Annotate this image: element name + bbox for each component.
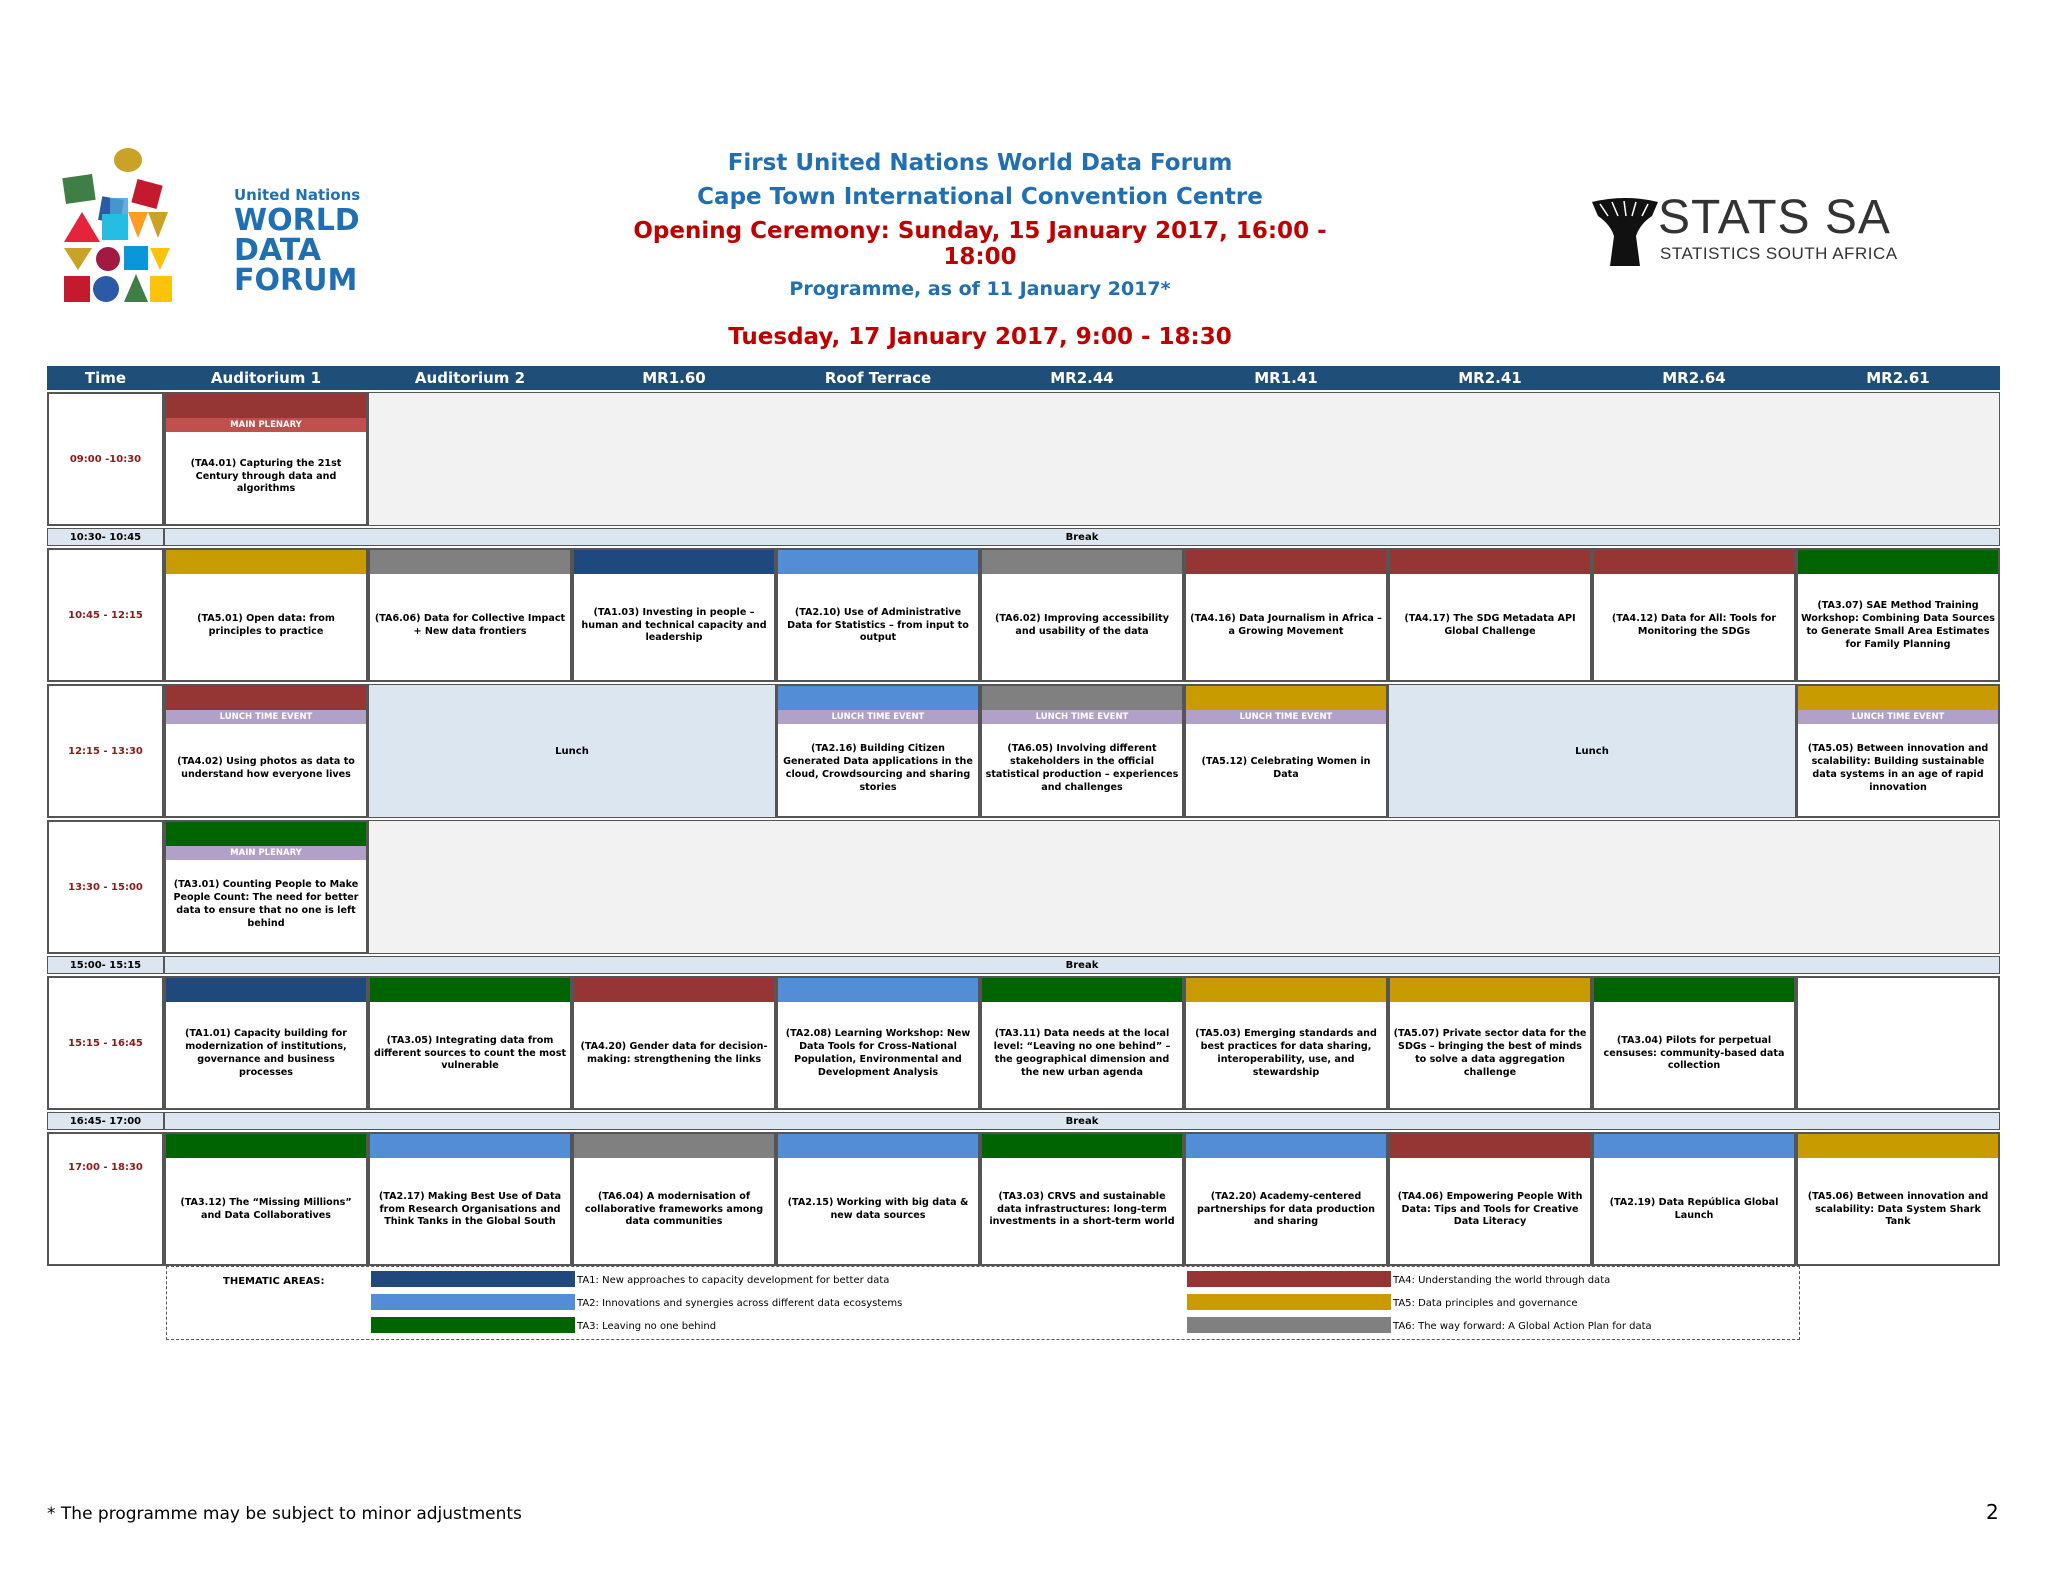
time-slot-cell: 12:15 - 13:30 xyxy=(47,684,164,818)
legend-label-ta3: TA3: Leaving no one behind xyxy=(577,1321,717,1332)
world-data-forum-logo xyxy=(62,146,362,306)
page-number: 2 xyxy=(1986,1500,1999,1524)
logo-un-text: United Nations xyxy=(234,186,361,204)
venue-title: Cape Town International Convention Centre xyxy=(697,184,1263,210)
session-cell[interactable] xyxy=(164,820,368,954)
legend-swatch-ta1 xyxy=(371,1271,575,1287)
session-cell[interactable] xyxy=(164,548,368,682)
session-type-tag: LUNCH TIME EVENT xyxy=(778,710,978,724)
break-time-cell: 10:30- 10:45 xyxy=(47,528,164,546)
logo-world-text: WORLD xyxy=(234,203,360,238)
thematic-color-bar xyxy=(1186,1134,1386,1158)
column-header: MR2.41 xyxy=(1388,366,1592,390)
session-title: (TA4.06) Empowering People With Data: Tips and Tools for Creative Data Literacy xyxy=(1397,1190,1583,1228)
session-title: (TA5.12) Celebrating Women in Data xyxy=(1201,756,1371,780)
session-title: (TA3.03) CRVS and sustainable data infrastructures: long-term investments in a short-term world xyxy=(989,1190,1175,1228)
session-title: (TA2.20) Academy-centered partnerships for data production and sharing xyxy=(1197,1190,1375,1228)
stats-sa-name: STATS SA xyxy=(1658,191,1891,244)
session-type-tag: LUNCH TIME EVENT xyxy=(1798,710,1998,724)
session-cell[interactable] xyxy=(572,976,776,1110)
thematic-color-bar xyxy=(166,394,366,418)
legend-label-ta4: TA4: Understanding the world through data xyxy=(1393,1275,1611,1286)
day-title: Tuesday, 17 January 2017, 9:00 - 18:30 xyxy=(728,324,1232,350)
thematic-color-bar xyxy=(166,822,366,846)
session-cell[interactable] xyxy=(368,548,572,682)
lunch-block: Lunch xyxy=(368,684,776,818)
legend-swatch-ta4 xyxy=(1187,1271,1391,1287)
thematic-color-bar xyxy=(778,686,978,710)
session-cell[interactable] xyxy=(980,684,1184,818)
session-title: (TA5.01) Open data: from principles to practice xyxy=(197,613,335,637)
session-cell[interactable] xyxy=(1184,684,1388,818)
session-title: (TA2.15) Working with big data & new data sources xyxy=(787,1197,969,1221)
session-title: (TA3.01) Counting People to Make People Count: The need for better data to ensure that no one is left behind xyxy=(173,879,359,929)
break-time-cell: 15:00- 15:15 xyxy=(47,956,164,974)
session-cell[interactable] xyxy=(164,976,368,1110)
empty-slot xyxy=(368,820,2000,954)
session-cell[interactable] xyxy=(1184,1132,1388,1266)
thematic-color-bar xyxy=(1798,550,1998,574)
session-cell[interactable] xyxy=(1796,684,2000,818)
time-slot-cell: 09:00 -10:30 xyxy=(47,392,164,526)
thematic-color-bar xyxy=(166,550,366,574)
column-header: MR2.64 xyxy=(1592,366,1796,390)
session-cell[interactable] xyxy=(1388,1132,1592,1266)
footnote: * The programme may be subject to minor adjustments xyxy=(47,1504,522,1524)
session-title: (TA4.16) Data Journalism in Africa – a Growing Movement xyxy=(1190,613,1382,637)
break-row: Break xyxy=(164,528,2000,546)
session-title: (TA3.12) The “Missing Millions” and Data Collaboratives xyxy=(180,1197,352,1221)
column-header: Auditorium 2 xyxy=(368,366,572,390)
opening-ceremony-title: Opening Ceremony: Sunday, 15 January 2017, 16:00 - 18:00 xyxy=(633,218,1327,270)
thematic-color-bar xyxy=(778,978,978,1002)
forum-title: First United Nations World Data Forum xyxy=(727,150,1233,176)
session-cell[interactable] xyxy=(980,976,1184,1110)
thematic-color-bar xyxy=(166,978,366,1002)
column-header: MR1.60 xyxy=(572,366,776,390)
thematic-color-bar xyxy=(166,1134,366,1158)
column-header: Roof Terrace xyxy=(776,366,980,390)
programme-date: Programme, as of 11 January 2017* xyxy=(789,278,1171,300)
thematic-color-bar xyxy=(982,978,1182,1002)
stats-sa-logo xyxy=(1590,191,1920,274)
session-title: (TA2.16) Building Citizen Generated Data applications in the cloud, Crowdsourcing and sharing stories xyxy=(783,743,973,793)
time-slot-cell: 10:45 - 12:15 xyxy=(47,548,164,682)
session-type-tag: MAIN PLENARY xyxy=(166,846,366,860)
session-cell[interactable] xyxy=(1184,548,1388,682)
session-cell[interactable] xyxy=(164,684,368,818)
session-title: (TA6.04) A modernisation of collaborative frameworks among data communities xyxy=(584,1190,764,1228)
thematic-color-bar xyxy=(1186,550,1386,574)
column-header: Time xyxy=(47,366,164,390)
session-cell[interactable] xyxy=(776,548,980,682)
session-cell[interactable] xyxy=(164,392,368,526)
column-header: Auditorium 1 xyxy=(164,366,368,390)
thematic-color-bar xyxy=(370,1134,570,1158)
thematic-color-bar xyxy=(574,978,774,1002)
session-cell[interactable] xyxy=(1592,976,1796,1110)
legend-swatch-ta2 xyxy=(371,1294,575,1310)
session-title: (TA6.06) Data for Collective Impact + New data frontiers xyxy=(374,613,566,637)
session-cell[interactable] xyxy=(1388,976,1592,1110)
thematic-color-bar xyxy=(1186,686,1386,710)
session-title: (TA4.02) Using photos as data to understand how everyone lives xyxy=(177,756,355,780)
legend-swatch-ta3 xyxy=(371,1317,575,1333)
session-cell[interactable] xyxy=(164,1132,368,1266)
session-type-tag: LUNCH TIME EVENT xyxy=(982,710,1182,724)
empty-slot xyxy=(1796,976,2000,1110)
session-title: (TA6.05) Involving different stakeholders in the official statistical production – experiences and challenges xyxy=(985,743,1179,793)
session-type-tag: LUNCH TIME EVENT xyxy=(166,710,366,724)
thematic-color-bar xyxy=(982,686,1182,710)
session-cell[interactable] xyxy=(980,1132,1184,1266)
legend-swatch-ta6 xyxy=(1187,1317,1391,1333)
time-slot-cell: 17:00 - 18:30 xyxy=(47,1132,164,1266)
thematic-areas-legend xyxy=(166,1266,1800,1340)
thematic-color-bar xyxy=(574,1134,774,1158)
thematic-color-bar xyxy=(982,550,1182,574)
thematic-color-bar xyxy=(1390,1134,1590,1158)
empty-slot xyxy=(368,392,2000,526)
session-title: (TA4.01) Capturing the 21st Century through data and algorithms xyxy=(190,457,342,495)
break-time-cell: 16:45- 17:00 xyxy=(47,1112,164,1130)
session-title: (TA5.07) Private sector data for the SDGs – bringing the best of minds to solve a data aggregation challenge xyxy=(1393,1028,1587,1078)
thematic-color-bar xyxy=(982,1134,1182,1158)
thematic-color-bar xyxy=(1594,978,1794,1002)
session-title: (TA3.07) SAE Method Training Workshop: Combining Data Sources to Generate Small Area Estimates for Family Planning xyxy=(1801,600,1995,650)
session-title: (TA2.10) Use of Administrative Data for Statistics – from input to output xyxy=(787,606,969,644)
thematic-color-bar xyxy=(1186,978,1386,1002)
legend-swatch-ta5 xyxy=(1187,1294,1391,1310)
session-title: (TA1.03) Investing in people – human and technical capacity and leadership xyxy=(581,606,767,644)
session-title: (TA4.12) Data for All: Tools for Monitoring the SDGs xyxy=(1611,613,1777,637)
session-cell[interactable] xyxy=(776,976,980,1110)
session-title: (TA5.03) Emerging standards and best practices for data sharing, interoperability, use, and stewardship xyxy=(1195,1028,1377,1078)
session-title: (TA3.11) Data needs at the local level: “Leaving no one behind” – the geographical dimension and the new urban agenda xyxy=(993,1028,1171,1078)
session-cell[interactable] xyxy=(1592,1132,1796,1266)
lunch-block: Lunch xyxy=(1388,684,1796,818)
thematic-color-bar xyxy=(778,550,978,574)
session-title: (TA6.02) Improving accessibility and usability of the data xyxy=(995,613,1169,637)
thematic-color-bar xyxy=(1798,686,1998,710)
logo-data-text: DATA xyxy=(234,233,322,268)
thematic-color-bar xyxy=(1390,550,1590,574)
thematic-color-bar xyxy=(778,1134,978,1158)
session-cell[interactable] xyxy=(572,1132,776,1266)
session-title: (TA3.05) Integrating data from different sources to count the most vulnerable xyxy=(373,1034,567,1072)
session-title: (TA5.05) Between innovation and scalability: Building sustainable data systems in an age of rapid innovation xyxy=(1807,743,1989,793)
column-header: MR1.41 xyxy=(1184,366,1388,390)
session-title: (TA2.08) Learning Workshop: New Data Tools for Cross-National Population, Environmental and Development Analysis xyxy=(785,1028,971,1078)
legend-label-ta6: TA6: The way forward: A Global Action Plan for data xyxy=(1393,1321,1652,1332)
session-cell[interactable] xyxy=(572,548,776,682)
session-title: (TA3.04) Pilots for perpetual censuses: community-based data collection xyxy=(1603,1034,1785,1072)
thematic-color-bar xyxy=(370,978,570,1002)
session-cell[interactable] xyxy=(1796,548,2000,682)
session-cell[interactable] xyxy=(1592,548,1796,682)
session-title: (TA5.06) Between innovation and scalability: Data System Shark Tank xyxy=(1807,1190,1989,1228)
legend-label-ta5: TA5: Data principles and governance xyxy=(1393,1298,1578,1309)
session-cell[interactable] xyxy=(368,976,572,1110)
thematic-color-bar xyxy=(370,550,570,574)
logo-forum-text: FORUM xyxy=(234,263,358,298)
drum-icon xyxy=(1590,196,1660,268)
thematic-color-bar xyxy=(1594,550,1794,574)
session-cell[interactable] xyxy=(980,548,1184,682)
thematic-color-bar xyxy=(1594,1134,1794,1158)
session-cell[interactable] xyxy=(776,684,980,818)
legend-label-ta2: TA2: Innovations and synergies across different data ecosystems xyxy=(577,1298,903,1309)
session-title: (TA1.01) Capacity building for modernization of institutions, governance and business processes xyxy=(185,1028,347,1078)
column-header: MR2.61 xyxy=(1796,366,2000,390)
thematic-color-bar xyxy=(1390,978,1590,1002)
session-type-tag: MAIN PLENARY xyxy=(166,418,366,432)
column-header: MR2.44 xyxy=(980,366,1184,390)
session-title: (TA2.17) Making Best Use of Data from Research Organisations and Think Tanks in the Global South xyxy=(378,1190,562,1228)
time-slot-cell: 13:30 - 15:00 xyxy=(47,820,164,954)
thematic-color-bar xyxy=(1798,1134,1998,1158)
legend-title: THEMATIC AREAS: xyxy=(223,1276,325,1287)
legend-label-ta1: TA1: New approaches to capacity development for better data xyxy=(577,1275,890,1286)
session-type-tag: LUNCH TIME EVENT xyxy=(1186,710,1386,724)
break-row: Break xyxy=(164,956,2000,974)
time-slot-cell: 15:15 - 16:45 xyxy=(47,976,164,1110)
break-row: Break xyxy=(164,1112,2000,1130)
session-cell[interactable] xyxy=(1388,548,1592,682)
stats-sa-subtitle: STATISTICS SOUTH AFRICA xyxy=(1660,244,1898,263)
session-cell[interactable] xyxy=(776,1132,980,1266)
session-cell[interactable] xyxy=(368,1132,572,1266)
session-title: (TA4.17) The SDG Metadata API Global Challenge xyxy=(1404,613,1576,637)
thematic-color-bar xyxy=(574,550,774,574)
session-title: (TA2.19) Data República Global Launch xyxy=(1609,1197,1779,1221)
session-cell[interactable] xyxy=(1796,1132,2000,1266)
session-cell[interactable] xyxy=(1184,976,1388,1110)
thematic-color-bar xyxy=(166,686,366,710)
session-title: (TA4.20) Gender data for decision-making: strengthening the links xyxy=(580,1041,768,1065)
